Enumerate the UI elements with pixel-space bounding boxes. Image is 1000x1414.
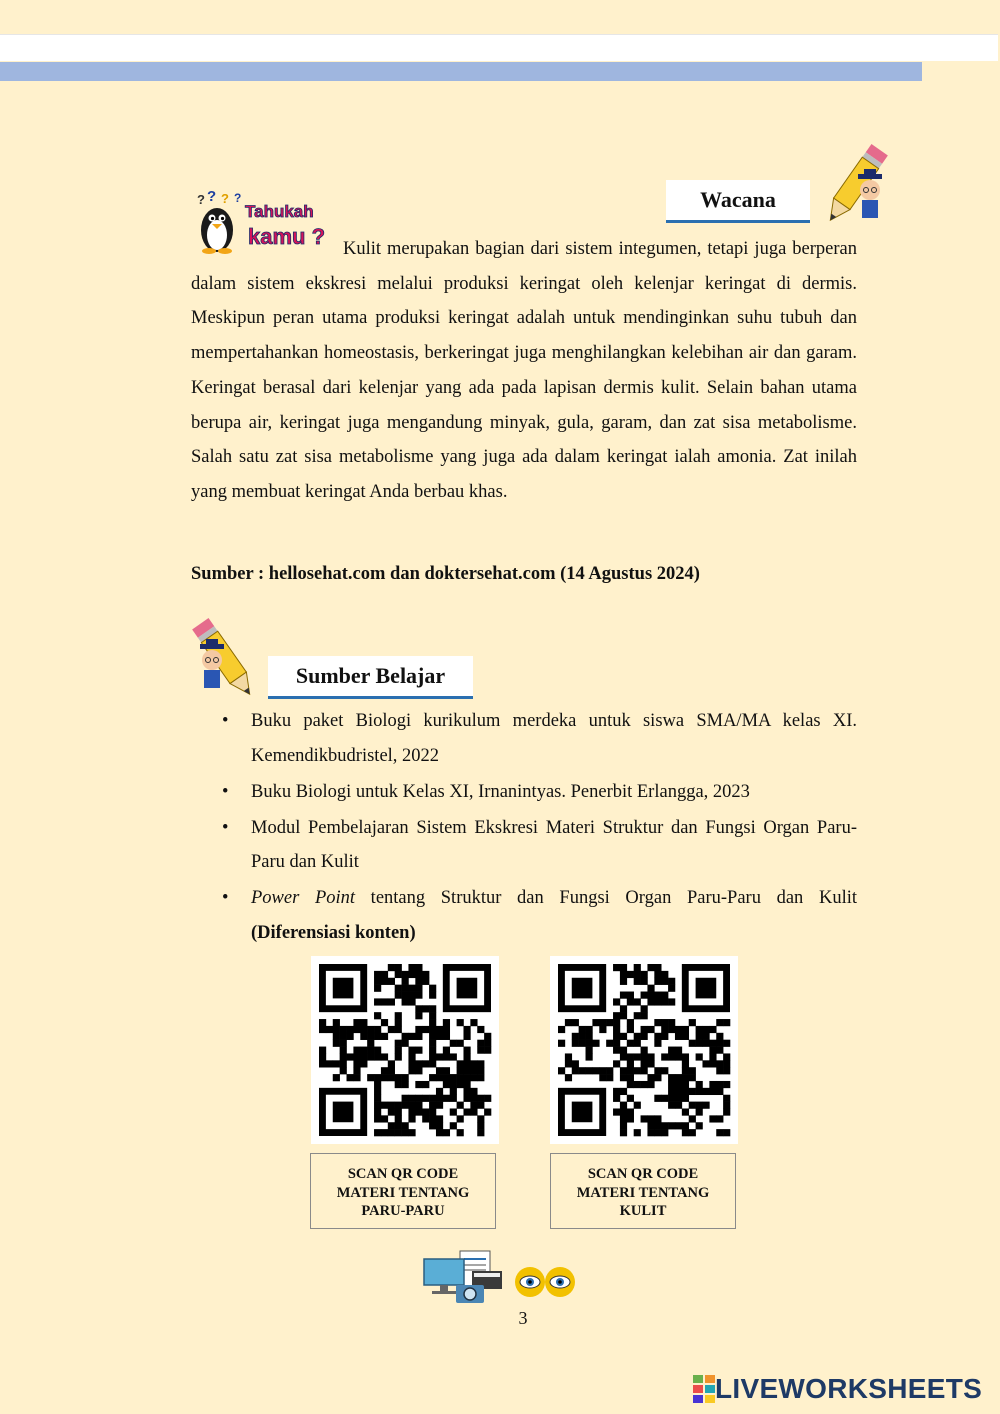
- badge-line1: Tahukah: [245, 202, 314, 221]
- bullet-icon: •: [222, 888, 229, 908]
- svg-text:?: ?: [197, 192, 205, 207]
- svg-text:?: ?: [234, 191, 242, 205]
- eyes-icon: [514, 1266, 576, 1298]
- qr-code-paru-paru[interactable]: [311, 956, 499, 1144]
- wacana-paragraph: Kulit merupakan bagian dari sistem integumen, tetapi juga berperan dalam sistem ekskresi melalui produksi keringat oleh kelenjar keringat di dermis. Meskipun peran utama produksi keringat adalah untuk mendinginkan suhu tubuh dan mempertahankan homeostasis, berkeringat juga menghilangkan kelebihan air dan garam. Keringat berasal dari kelenjar yang ada pada lapisan dermis kulit. Selain bahan utama berupa air, keringat juga mengandung minyak, gula, garam, dan zat sisa metabolisme. Salah satu zat sisa metabolisme yang juga ada dalam keringat ialah amonia. Zat inilah yang membuat keringat Anda berbau khas.: [191, 239, 857, 502]
- bullet-icon: •: [222, 711, 229, 731]
- liveworksheets-logo-icon: [693, 1375, 715, 1403]
- bullet-icon: •: [222, 817, 229, 838]
- sumber-belajar-heading: Sumber Belajar: [268, 656, 473, 699]
- learning-resources-list: [220, 704, 857, 952]
- liveworksheets-wordmark: LIVEWORKSHEETS: [715, 1373, 983, 1404]
- top-bar: [0, 62, 922, 81]
- list-item: • Power Point tentang Struktur dan Fungsi Organ Paru-Paru dan Kulit (Diferensiasi konten): [220, 881, 857, 950]
- wacana-heading: Wacana: [666, 180, 810, 223]
- list-item: • Buku Biologi untuk Kelas XI, Irnanintyas. Penerbit Erlangga, 2023: [220, 775, 857, 810]
- pencil-mascot-icon: [182, 616, 268, 702]
- badge-line2: kamu ?: [248, 224, 326, 249]
- qr-code-kulit[interactable]: [550, 956, 738, 1144]
- media-icon: [422, 1249, 504, 1303]
- list-item: • Modul Pembelajaran Sistem Ekskresi Materi Struktur dan Fungsi Organ Paru-Paru dan Kulit: [220, 811, 857, 880]
- qr-caption-kulit: SCAN QR CODE MATERI TENTANG KULIT: [550, 1153, 736, 1229]
- wacana-source: Sumber : hellosehat.com dan doktersehat.com (14 Agustus 2024): [191, 564, 700, 584]
- pencil-mascot-icon: [812, 142, 898, 228]
- list-item: • Buku paket Biologi kurikulum merdeka untuk siswa SMA/MA kelas XI. Kemendikbudristel, 2022: [220, 704, 857, 773]
- page-number: 3: [518, 1308, 528, 1328]
- svg-text:?: ?: [221, 191, 229, 206]
- top-strip: [0, 34, 998, 61]
- bullet-icon: •: [222, 781, 229, 802]
- svg-text:?: ?: [207, 190, 217, 205]
- qr-caption-paru-paru: SCAN QR CODE MATERI TENTANG PARU-PARU: [310, 1153, 496, 1229]
- liveworksheets-logo[interactable]: [693, 1374, 982, 1404]
